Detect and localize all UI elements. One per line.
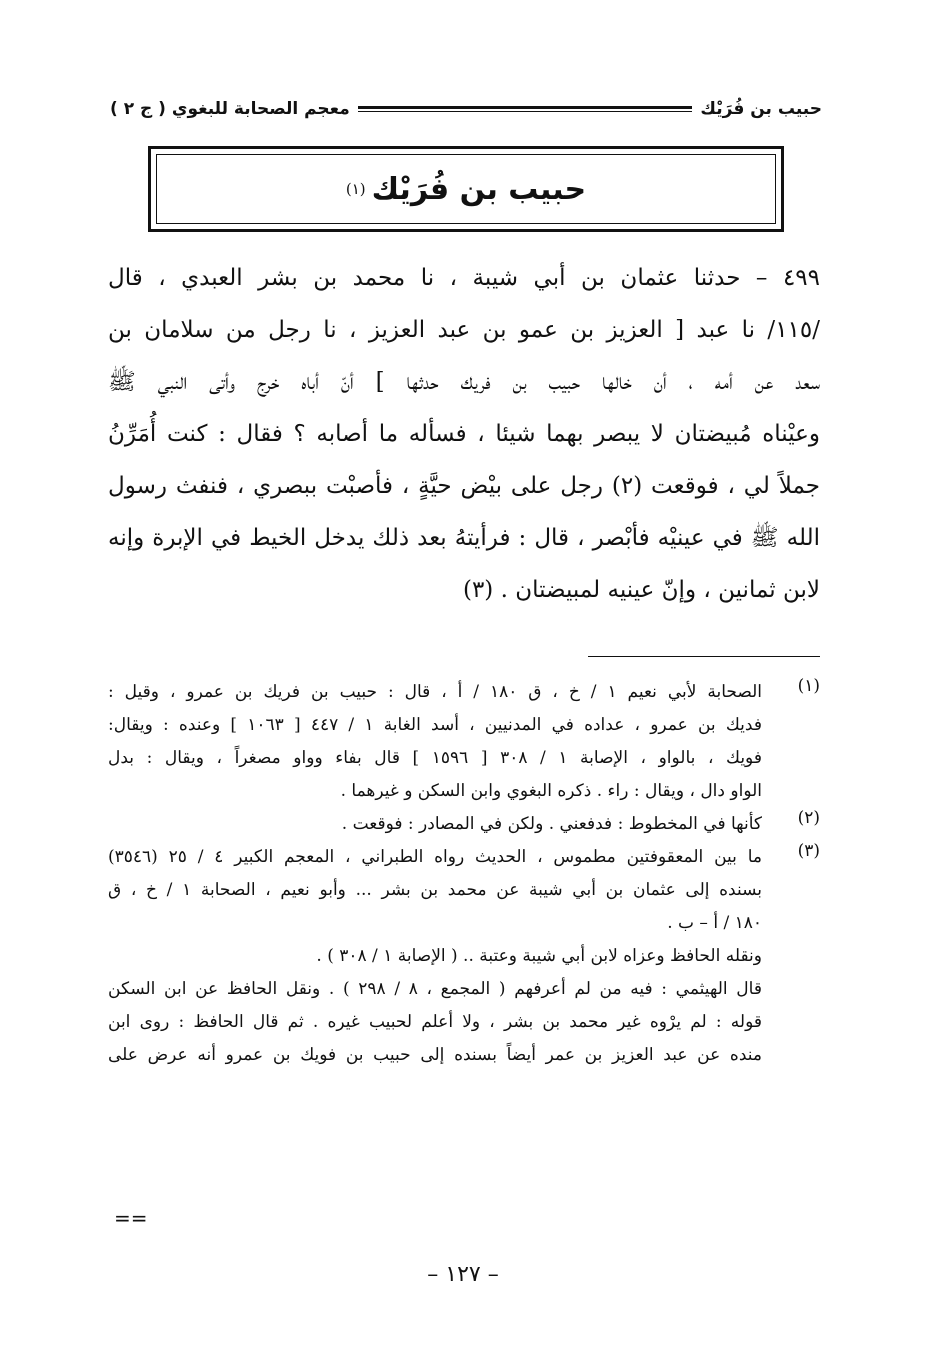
footnote-line: كأنها في المخطوط : فدفعني . ولكن في المصادر : فوقعت . [341,814,762,834]
entry-title-inner-frame [156,154,776,224]
footnote-line: الواو دال ، ويقال : راء . ذكره البغوي وابن السكن و غيرهما . [340,781,762,801]
footnote-2 [108,808,820,841]
hadith-line: وعيْناه مُبيضتان لا يبصر بهما شيئا ، فسأله ما أصابه ؟ فقال : كنت أُمَرِّنُ [108,421,820,447]
footnote-number: (٢) [797,808,820,828]
hadith-line: /١١٥/ نا عبد [ العزيز بن عمو بن عبد العزيز ، نا رجل من سلامان بن [108,317,820,343]
footnote-line: فويك ، بالواو ، الإصابة ١ / ٣٠٨ [ ١٥٩٦ ] قال بفاء وواو مصغراً ، ويقال : بدل [108,748,762,768]
entry-title: حبيب بن فُرَيْك [371,171,587,207]
hadith-line: جملاً لي ، فوقعت (٢) رجل على بيْض حيَّةٍ ، فأصبْت ببصري ، فنفث رسول [108,473,821,499]
page-number: – ١٢٧ – [427,1262,499,1287]
title-footnote-marker: (١) [345,180,366,198]
footnote-line: ونقله الحافظ وعزاه لابن أبي شيبة وعتبة .. ( الإصابة ١ / ٣٠٨ ) . [316,946,762,966]
footnote-line: بسنده إلى عثمان بن أبي شيبة عن محمد بن بشر ... وأبو نعيم ، الصحابة ١ / خ ، ق [108,880,763,900]
footnote-line: قال الهيثمي : فيه من لم أعرفهم ( المجمع ، ٨ / ٢٩٨ ) . ونقل الحافظ عن ابن السكن [108,979,762,999]
footnote-line: ١٨٠ / أ – ب . [667,913,762,933]
footnote-line: قوله : لم يرْوه غير محمد بن بشر ، ولا أعلم لحبيب غيره . ثم قال الحافظ : روى ابن [108,1012,762,1032]
footnote-line: فديك بن عمرو ، عداده في المدنيين ، أسد الغابة ١ / ٤٤٧ [ ١٠٦٣ ] وعنده : ويقال: [108,715,762,735]
hadith-text [108,252,820,616]
entry-title-box [148,146,784,232]
hadith-line: الله ﷺ في عينيْه فأبْصر ، قال : فرأيتهُ بعد ذلك يدخل الخيط في الإبرة وإنه [108,525,820,551]
continuation-mark: == [114,1206,148,1230]
footnote-number: (١) [797,676,820,696]
footnote-separator [588,656,820,657]
header-rule [358,106,693,112]
entry-name-header: حبيب بن فُرَيْك [700,99,822,119]
footnote-line: الصحابة لأبي نعيم ١ / خ ، ق ١٨٠ / أ ، قال : حبيب بن فريك بن عمرو ، وقيل : [108,682,762,702]
footnotes [108,676,820,1072]
hadith-line: لابن ثمانين ، وإنّ عينيه لمبيضتان . (٣) [462,577,820,603]
hadith-line: سعد عن أمه ، أن خالها حبيب بن فريك حدثها ] أنّ أباه خرج وأتى النبي ﷺ [108,369,820,395]
footnote-3-continuation [108,940,820,1072]
footnote-line: منده عن عبد العزيز بن عمر أيضاً بسنده إلى حبيب بن فويك بن عمرو أنه عرض على [108,1045,762,1065]
book-title-header: معجم الصحابة للبغوي ( ج ٢ ) [110,99,350,119]
hadith-line: ٤٩٩ – حدثنا عثمان بن أبي شيبة ، نا محمد بن بشر العبدي ، قال [108,265,820,291]
footnote-1 [108,676,820,808]
footnote-line: ما بين المعقوفتين مطموس ، الحديث رواه الطبراني ، المعجم الكبير ٤ / ٢٥ (٣٥٤٦) [108,847,762,867]
footnote-3 [108,841,820,940]
footnote-number: (٣) [797,841,820,861]
running-header [110,92,822,126]
